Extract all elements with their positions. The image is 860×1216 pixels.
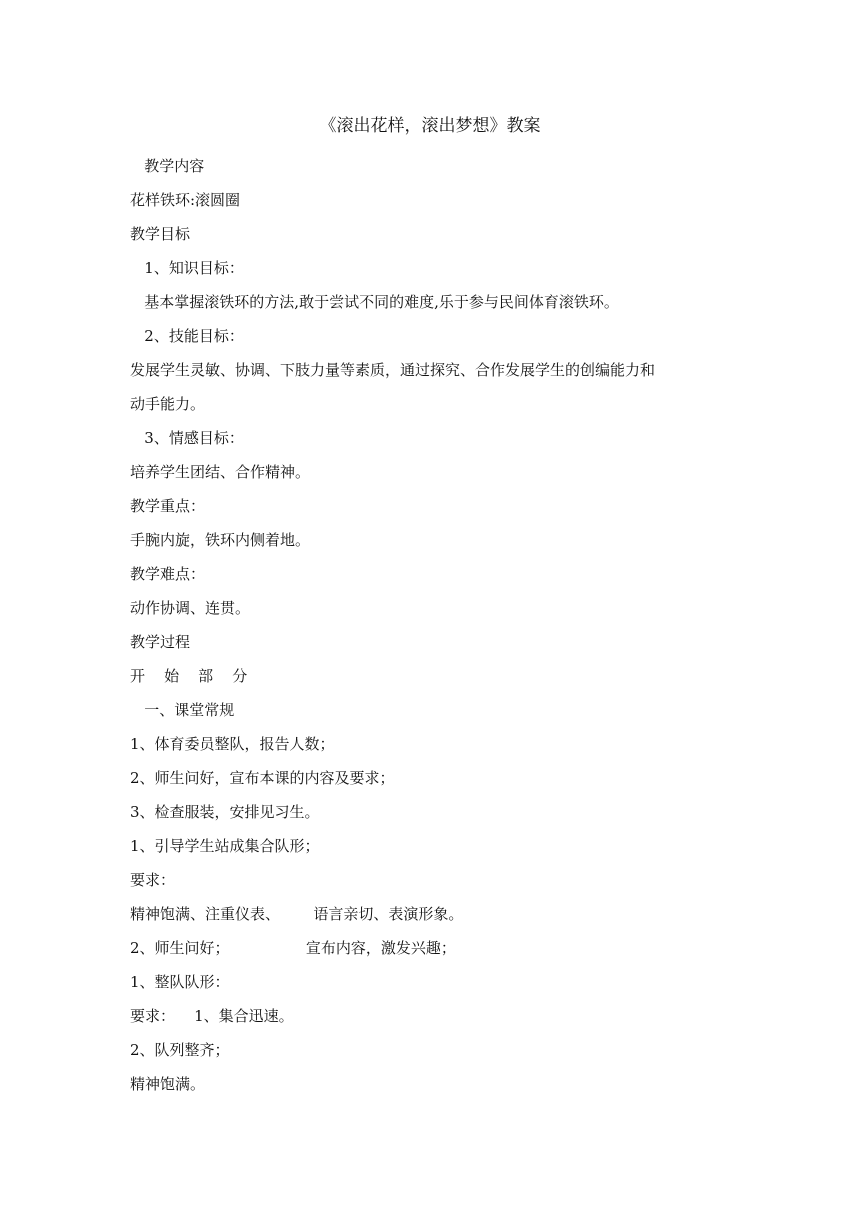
text-line: 动手能力。: [130, 395, 206, 413]
text-line: 3、情感目标：: [130, 429, 244, 447]
text-line: 花样铁环:滚圆圈: [130, 191, 241, 209]
text-line: 1、整队队形：: [130, 973, 230, 991]
text-line: 1、体育委员整队，报告人数；: [130, 735, 335, 753]
text-line: 教学目标: [130, 225, 191, 243]
text-line: 精神饱满。: [130, 1075, 206, 1093]
text-line: 2、师生问好，宣布本课的内容及要求；: [130, 769, 395, 787]
text-line: 2、师生问好； 宣布内容，激发兴趣；: [130, 939, 456, 957]
text-line: 1、引导学生站成集合队形；: [130, 837, 320, 855]
text-line: 开 始 部 分: [130, 667, 248, 685]
text-line: 精神饱满、注重仪表、 语言亲切、表演形象。: [130, 905, 464, 923]
text-line: 1、知识目标：: [130, 259, 244, 277]
text-line: 3、检查服装，安排见习生。: [130, 803, 320, 821]
text-line: 基本掌握滚铁环的方法,敢于尝试不同的难度,乐于参与民间体育滚铁环。: [130, 293, 619, 311]
text-line: 教学过程: [130, 633, 191, 651]
text-line: 要求：: [130, 871, 176, 889]
text-line: 要求： 1、集合迅速。: [130, 1007, 294, 1025]
text-line: 教学重点：: [130, 497, 206, 515]
text-line: 2、队列整齐；: [130, 1041, 230, 1059]
text-line: 教学难点：: [130, 565, 206, 583]
text-line: 一、课堂常规: [130, 701, 235, 719]
text-line: 2、技能目标：: [130, 327, 244, 345]
document-title: 《滚出花样，滚出梦想》教案: [319, 116, 541, 136]
text-line: 手腕内旋，铁环内侧着地。: [130, 531, 311, 549]
text-line: 发展学生灵敏、协调、下肢力量等素质，通过探究、合作发展学生的创编能力和: [130, 361, 656, 379]
text-line: 动作协调、连贯。: [130, 599, 251, 617]
text-line: 教学内容: [130, 157, 205, 175]
text-line: 培养学生团结、合作精神。: [130, 463, 311, 481]
